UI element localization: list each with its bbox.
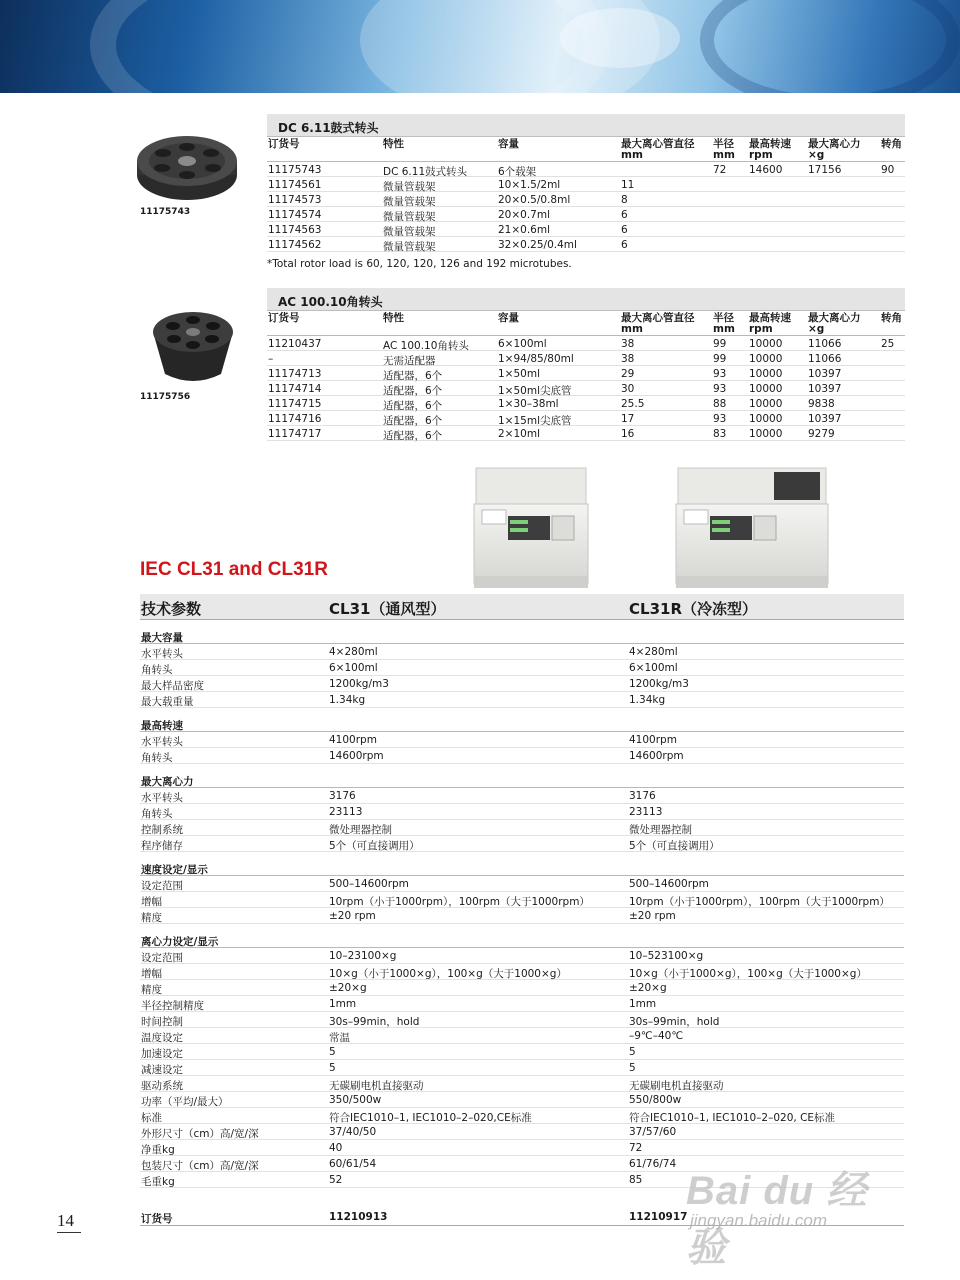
cell-max-speed: 10000 [749,383,783,395]
cell-order-no: 11174716 [268,413,322,425]
header-capacity: 容量 [498,312,519,324]
spec-group-title: 离心力设定/显示 [140,931,904,948]
cl31-value: 40 [329,1142,343,1154]
header-banner [0,0,960,93]
cell-radius: 99 [713,353,727,365]
cl31-value: 微处理器控制 [329,824,392,836]
cell-order-no: 11174574 [268,209,322,221]
cl31r-value: 6×100ml [629,662,678,674]
cell-order-no: 11210437 [268,338,322,350]
cl31r-value: 4×280ml [629,646,678,658]
table-row [140,692,904,708]
order-label: 订货号 [141,1213,173,1225]
spec-group-title: 速度设定/显示 [140,859,904,876]
cell-capacity: 1×15ml尖底管 [498,415,572,427]
cl31-value: 4100rpm [329,734,377,746]
cl31r-value: –9℃–40℃ [629,1030,684,1042]
cell-capacity: 10×1.5/2ml [498,179,561,191]
cell-order-no: 11174573 [268,194,322,206]
cell-order-no: 11174714 [268,383,322,395]
cl31-value: 常温 [329,1032,350,1044]
header-parameters: 技术参数 [141,600,202,618]
cl31r-value: 4100rpm [629,734,677,746]
header-capacity: 容量 [498,138,519,150]
cell-radius: 93 [713,383,727,395]
table-row [140,980,904,996]
cell-radius: 93 [713,368,727,380]
header-order-no: 订货号 [268,138,300,150]
header-max-rcf: 最大离心力 ×g [808,138,861,161]
param-name: 减速设定 [141,1064,183,1076]
table-row [140,836,904,852]
cl31r-value: 符合IEC1010–1, IEC1010–2–020, CE标准 [629,1112,836,1124]
table-row [140,1044,904,1060]
cell-feature: 适配器，6个 [383,400,443,412]
param-name: 净重kg [141,1144,175,1156]
param-name: 温度设定 [141,1032,183,1044]
param-name: 精度 [141,912,162,924]
tech-spec-table [140,594,904,1226]
cl31r-value: 30s–99min，hold [629,1016,720,1028]
param-name: 增幅 [141,896,162,908]
header-order-no: 订货号 [268,312,300,324]
table-row [140,748,904,764]
rotor-table-ac10010 [267,288,905,441]
cell-capacity: 20×0.5/0.8ml [498,194,571,206]
table-row [140,964,904,980]
cell-max-tube-diameter: 17 [621,413,635,425]
cell-capacity: 21×0.6ml [498,224,551,236]
cl31-value: 无碳刷电机直接驱动 [329,1080,424,1092]
table-row [140,1108,904,1124]
cell-capacity: 1×50ml尖底管 [498,385,572,397]
photo-caption-drum: 11175743 [140,207,191,217]
cell-max-tube-diameter: 30 [621,383,635,395]
cl31r-value: 10×g（小于1000×g），100×g（大于1000×g） [629,968,867,980]
param-name: 设定范围 [141,880,183,892]
cl31-value: ±20 rpm [329,910,376,922]
table-row [140,1012,904,1028]
cl31r-value: 14600rpm [629,750,684,762]
table-row [140,1092,904,1108]
cl31-value: 10×g（小于1000×g），100×g（大于1000×g） [329,968,567,980]
param-name: 毛重kg [141,1176,175,1188]
param-name: 驱动系统 [141,1080,183,1092]
cell-order-no: – [268,353,274,365]
page-number: 14 [57,1211,81,1233]
param-name: 标准 [141,1112,162,1124]
cl31r-value: ±20×g [629,982,667,994]
table-row [267,162,905,177]
cl31-value: 5个（可直接调用） [329,840,420,852]
table-row [267,192,905,207]
param-name: 功率（平均/最大） [141,1096,229,1108]
table-row [140,996,904,1012]
header-max-tube-diameter: 最大离心管直径 mm [621,138,695,161]
cell-max-speed: 10000 [749,428,783,440]
rotor-table-dc611 [267,114,905,252]
cell-feature: AC 100.10角转头 [383,340,469,352]
cell-feature: 微量管载架 [383,226,436,238]
rotor-table-header [267,311,905,336]
param-name: 控制系统 [141,824,183,836]
cell-max-speed: 10000 [749,413,783,425]
param-name: 水平转头 [141,648,183,660]
cell-order-no: 11174563 [268,224,322,236]
cl31r-value: 3176 [629,790,656,802]
cell-order-no: 11174715 [268,398,322,410]
cell-max-speed: 10000 [749,368,783,380]
header-cl31: CL31（通风型） [329,600,446,618]
table-row [140,1060,904,1076]
spec-group-title: 最大离心力 [140,771,904,788]
cell-max-rcf: 17156 [808,164,842,176]
param-name: 精度 [141,984,162,996]
cl31r-value: 500–14600rpm [629,878,709,890]
table-row [140,1028,904,1044]
cl31-value: 37/40/50 [329,1126,377,1138]
cell-max-tube-diameter: 25.5 [621,398,645,410]
cell-max-rcf: 10397 [808,383,842,395]
param-name: 加速设定 [141,1048,183,1060]
cl31-value: 符合IEC1010–1, IEC1010–2–020,CE标准 [329,1112,532,1124]
table-row [140,788,904,804]
spec-group [140,715,904,764]
header-max-speed: 最高转速 rpm [749,312,791,335]
watermark-main-text: Bai du 经验 [686,1169,868,1270]
watermark-url-text: jingyan.baidu.com [690,1211,828,1230]
param-name: 水平转头 [141,792,183,804]
cell-capacity: 1×94/85/80ml [498,353,574,365]
cell-max-rcf: 10397 [808,413,842,425]
cell-max-rcf: 11066 [808,353,842,365]
product-section-title: IEC CL31 and CL31R [140,559,328,580]
cl31-value: 10rpm（小于1000rpm），100rpm（大于1000rpm） [329,896,590,908]
photo-caption-angle: 11175756 [140,392,191,402]
cell-capacity: 1×50ml [498,368,540,380]
cl31r-value: 61/76/74 [629,1158,677,1170]
cell-capacity: 6×100ml [498,338,547,350]
spec-group [140,771,904,852]
table-row [267,336,905,351]
param-name: 角转头 [141,664,173,676]
param-name: 程序储存 [141,840,183,852]
spec-group [140,859,904,924]
cell-order-no: 11174713 [268,368,322,380]
param-name: 增幅 [141,968,162,980]
spec-group [140,627,904,708]
header-angle: 转角 [881,138,902,150]
table-row [267,222,905,237]
header-radius: 半径 mm [713,312,735,335]
cl31-value: 1mm [329,998,357,1010]
table-row [140,676,904,692]
param-name: 外形尺寸（cm）高/宽/深 [141,1128,259,1140]
cl31r-value: 微处理器控制 [629,824,692,836]
cl31r-value: 5个（可直接调用） [629,840,720,852]
cell-feature: 微量管载架 [383,196,436,208]
cl31-value: 10–23100×g [329,950,397,962]
cell-max-speed: 14600 [749,164,783,176]
cell-feature: 无需适配器 [383,355,436,367]
table-row [140,644,904,660]
table-row [267,177,905,192]
table-row [140,732,904,748]
cl31-value: 52 [329,1174,343,1186]
cl31-value: 6×100ml [329,662,378,674]
table-row [140,892,904,908]
cl31r-value: 10–523100×g [629,950,704,962]
cell-max-tube-diameter: 38 [621,353,635,365]
table-row [140,948,904,964]
header-feature: 特性 [383,138,404,150]
cell-feature: DC 6.11鼓式转头 [383,166,468,178]
order-cl31r: 11210917 [629,1211,688,1223]
table-row [267,396,905,411]
table-row [140,1076,904,1092]
cell-max-tube-diameter: 6 [621,239,628,251]
cell-max-speed: 10000 [749,398,783,410]
cell-max-tube-diameter: 38 [621,338,635,350]
cl31r-value: 1mm [629,998,657,1010]
cell-max-speed: 10000 [749,338,783,350]
order-cl31: 11210913 [329,1211,388,1223]
cell-max-speed: 10000 [749,353,783,365]
cell-feature: 适配器，6个 [383,415,443,427]
cell-max-tube-diameter: 8 [621,194,628,206]
cell-order-no: 11174561 [268,179,322,191]
cell-max-rcf: 9279 [808,428,835,440]
header-cl31r: CL31R（冷冻型） [629,600,757,618]
cl31r-value: ±20 rpm [629,910,676,922]
cell-radius: 72 [713,164,727,176]
cell-capacity: 32×0.25/0.4ml [498,239,577,251]
param-name: 角转头 [141,808,173,820]
header-feature: 特性 [383,312,404,324]
cell-max-tube-diameter: 11 [621,179,635,191]
header-max-tube-diameter: 最大离心管直径 mm [621,312,695,335]
drum-rotor-image [133,125,241,203]
cell-capacity: 1×30–38ml [498,398,559,410]
cl31r-value: 85 [629,1174,643,1186]
table-row [267,381,905,396]
table-row [267,411,905,426]
cell-angle: 25 [881,338,895,350]
param-name: 最大样品密度 [141,680,204,692]
cl31-value: 60/61/54 [329,1158,377,1170]
cell-order-no: 11174717 [268,428,322,440]
cell-max-rcf: 11066 [808,338,842,350]
rotor-load-note: *Total rotor load is 60, 120, 120, 126 and 192 microtubes. [267,258,572,270]
cell-max-tube-diameter: 16 [621,428,635,440]
cell-capacity: 20×0.7ml [498,209,551,221]
cell-angle: 90 [881,164,895,176]
cl31r-value: 5 [629,1046,636,1058]
cl31-value: 1200kg/m3 [329,678,389,690]
cell-order-no: 11175743 [268,164,322,176]
tech-spec-header [140,594,904,620]
cell-feature: 适配器，6个 [383,385,443,397]
angle-rotor-image [145,296,241,388]
cl31r-value: 10rpm（小于1000rpm），100rpm（大于1000rpm） [629,896,890,908]
cl31-value: 30s–99min，hold [329,1016,420,1028]
cl31r-value: 1200kg/m3 [629,678,689,690]
header-angle: 转角 [881,312,902,324]
cl31-value: 23113 [329,806,363,818]
header-max-speed: 最高转速 rpm [749,138,791,161]
cell-order-no: 11174562 [268,239,322,251]
cl31-value: 350/500w [329,1094,382,1106]
cell-max-tube-diameter: 6 [621,224,628,236]
cell-feature: 微量管载架 [383,211,436,223]
table-row [140,804,904,820]
cell-max-tube-diameter: 6 [621,209,628,221]
param-name: 时间控制 [141,1016,183,1028]
cl31-value: 4×280ml [329,646,378,658]
cl31r-value: 无碳刷电机直接驱动 [629,1080,724,1092]
header-radius: 半径 mm [713,138,735,161]
cl31-value: 1.34kg [329,694,366,706]
cell-radius: 83 [713,428,727,440]
cell-feature: 微量管载架 [383,241,436,253]
table-row [267,207,905,222]
cl31r-value: 5 [629,1062,636,1074]
spec-group-title: 最高转速 [140,715,904,732]
cl31r-value: 23113 [629,806,663,818]
cl31-value: 3176 [329,790,356,802]
rotor-table-title: DC 6.11鼓式转头 [267,114,905,137]
cell-feature: 微量管载架 [383,181,436,193]
cell-max-tube-diameter: 29 [621,368,635,380]
table-row [140,876,904,892]
cell-feature: 适配器，6个 [383,430,443,442]
cl31-value: 5 [329,1046,336,1058]
param-name: 包装尺寸（cm）高/宽/深 [141,1160,259,1172]
param-name: 角转头 [141,752,173,764]
rotor-table-header [267,137,905,162]
param-name: 水平转头 [141,736,183,748]
cl31-value: 5 [329,1062,336,1074]
param-name: 设定范围 [141,952,183,964]
cl31r-value: 37/57/60 [629,1126,677,1138]
cl31-value: ±20×g [329,982,367,994]
table-row [140,1124,904,1140]
table-row [267,366,905,381]
table-row [267,351,905,366]
cell-capacity: 6个载架 [498,166,537,178]
cl31-value: 14600rpm [329,750,384,762]
cell-max-rcf: 9838 [808,398,835,410]
table-row [140,820,904,836]
cl31r-value: 72 [629,1142,643,1154]
header-max-rcf: 最大离心力 ×g [808,312,861,335]
table-row [267,237,905,252]
cell-feature: 适配器，6个 [383,370,443,382]
table-row [140,908,904,924]
cell-capacity: 2×10ml [498,428,540,440]
table-row [267,426,905,441]
cell-max-rcf: 10397 [808,368,842,380]
rotor-table-title: AC 100.10角转头 [267,288,905,311]
baidu-watermark [676,1145,906,1270]
table-row [140,660,904,676]
spec-group-title: 最大容量 [140,627,904,644]
cl31r-value: 550/800w [629,1094,682,1106]
cl31r-value: 1.34kg [629,694,666,706]
cell-radius: 88 [713,398,727,410]
cell-radius: 93 [713,413,727,425]
param-name: 最大载重量 [141,696,194,708]
param-name: 半径控制精度 [141,1000,204,1012]
centrifuge-product-image [472,466,832,592]
cell-radius: 99 [713,338,727,350]
cl31-value: 500–14600rpm [329,878,409,890]
